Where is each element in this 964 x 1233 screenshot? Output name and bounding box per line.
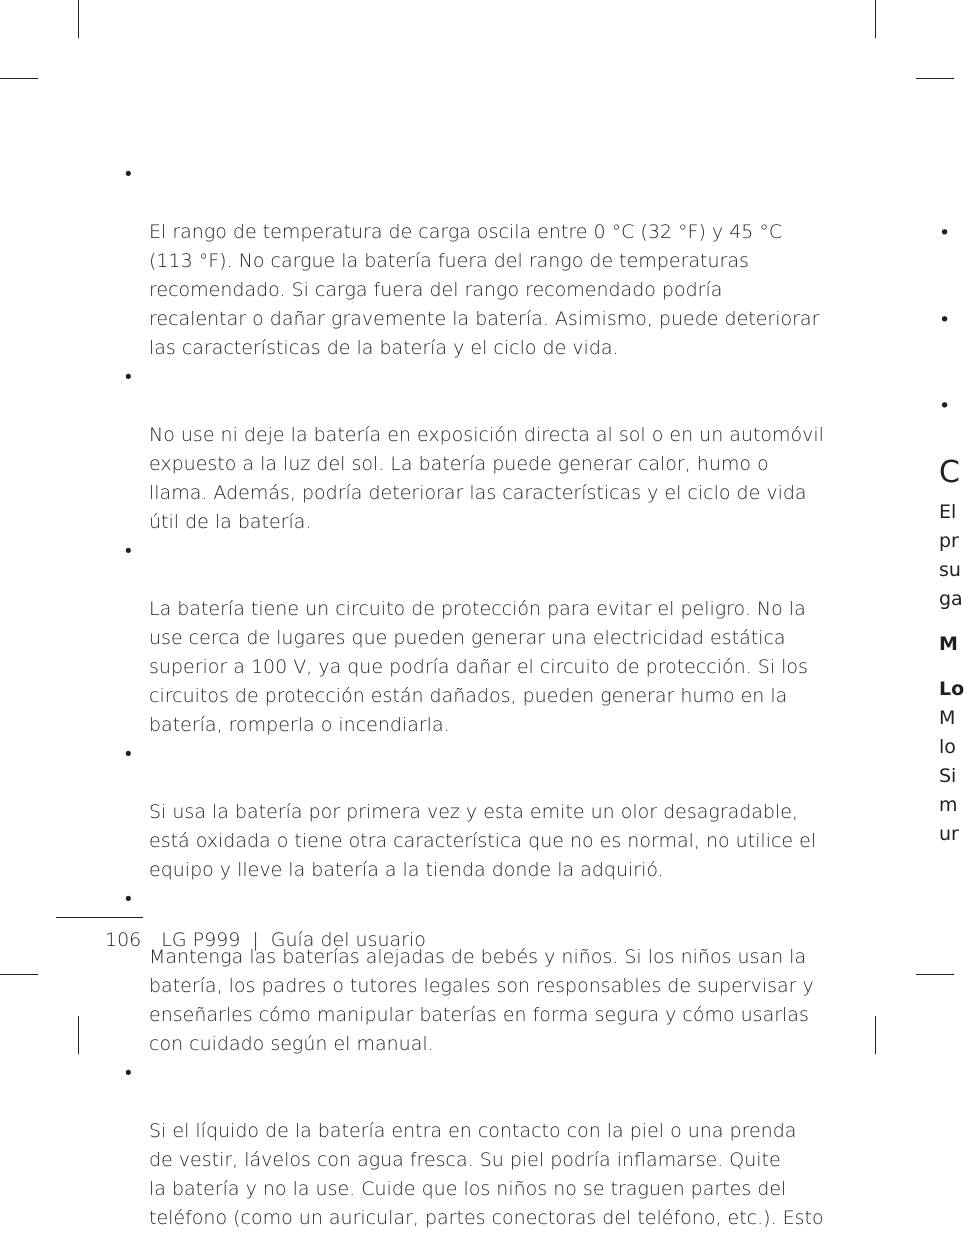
bullet-icon: •	[125, 163, 132, 185]
list-item-text: Si usa la batería por primera vez y esta emite un olor desagradable, está oxidada o tiene otra característica que no es normal, no utilice el equipo y lleve la batería a la tienda donde la adquirió.	[149, 801, 817, 881]
list-item-text: La batería tiene un circuito de protección para evitar el peligro. No la use cerca de lugares que pueden generar una electricidad estática superior a 100 V, ya que podría dañar el circuito de protección. Si los circuitos de protección están dañados, pueden generar humo en la batería, romperla o incendiarla.	[149, 598, 808, 736]
bullet-icon: •	[125, 366, 132, 388]
bullet-icon: •	[125, 888, 132, 910]
bullet-icon: •	[125, 540, 132, 562]
list-item	[125, 363, 825, 537]
footer-separator: |	[252, 929, 259, 951]
facing-text-line: ga	[939, 588, 963, 610]
facing-bullet: •	[939, 395, 951, 417]
facing-text-line: ur	[939, 823, 959, 845]
crop-mark-bottom-right-vertical	[875, 1016, 876, 1054]
page-number: 106	[105, 929, 142, 951]
guide-title: Guía del usuario	[270, 929, 426, 951]
facing-text-line: pr	[939, 530, 959, 552]
list-item-text: No use ni deje la batería en exposición directa al sol o en un automóvil expuesto a la luz del sol. La batería puede generar calor, humo o llama. Además, podría deteriorar las características y el ciclo de vida útil de la batería.	[149, 424, 824, 533]
list-item	[125, 740, 825, 885]
crop-mark-top-right-vertical	[875, 0, 876, 38]
facing-text-line: M	[939, 707, 956, 729]
crop-mark-bottom-right-horizontal	[916, 974, 954, 975]
page-footer	[105, 926, 426, 955]
bullet-icon: •	[125, 1062, 132, 1084]
facing-subheading: M	[939, 633, 958, 655]
model-name: LG P999	[161, 929, 241, 951]
list-item-text: El rango de temperatura de carga oscila entre 0 °C (32 °F) y 45 °C (113 °F). No cargue la batería fuera del rango de temperaturas recomendado. Si carga fuera del rango recomendado podría recalentar o dañar gravemente la batería. Asimismo, puede deteriorar las características de la batería y el ciclo de vida.	[149, 221, 820, 359]
facing-text-line: Si	[939, 765, 957, 787]
battery-safety-list	[125, 160, 825, 1233]
crop-mark-bottom-left-horizontal	[0, 974, 38, 975]
facing-text-line: lo	[939, 736, 956, 758]
facing-subheading: Lo	[939, 678, 964, 700]
facing-text-line: El	[939, 501, 957, 523]
crop-mark-top-left-vertical	[78, 0, 79, 38]
crop-mark-top-left-horizontal	[0, 78, 38, 79]
facing-bullet: •	[939, 222, 951, 244]
list-item-text: Si el líquido de la batería entra en contacto con la piel o una prenda de vestir, lávelos con agua fresca. Su piel podría inflamarse. Quite la batería y no la use. Cuide que los niños no se traguen partes del teléfono (como un auricular, partes conectoras del teléfono, etc.). Esto	[149, 1120, 824, 1229]
crop-mark-top-right-horizontal	[916, 78, 954, 79]
bullet-icon: •	[125, 743, 132, 765]
list-item-text: Mantenga las baterías alejadas de bebés y niños. Si los niños usan la batería, los padres o tutores legales son responsables de supervisar y enseñarles cómo manipular baterías en forma segura y cómo usarlas con cuidado según el manual.	[149, 946, 814, 1055]
list-item	[125, 160, 825, 363]
facing-bullet: •	[939, 309, 951, 331]
crop-mark-bottom-left-vertical	[78, 1016, 79, 1054]
facing-heading: C	[939, 455, 960, 490]
list-item	[125, 1059, 825, 1233]
facing-text-line: su	[939, 559, 961, 581]
facing-text-line: m	[939, 794, 958, 816]
list-item	[125, 537, 825, 740]
list-item	[125, 885, 825, 1059]
footer-rule	[56, 917, 143, 918]
